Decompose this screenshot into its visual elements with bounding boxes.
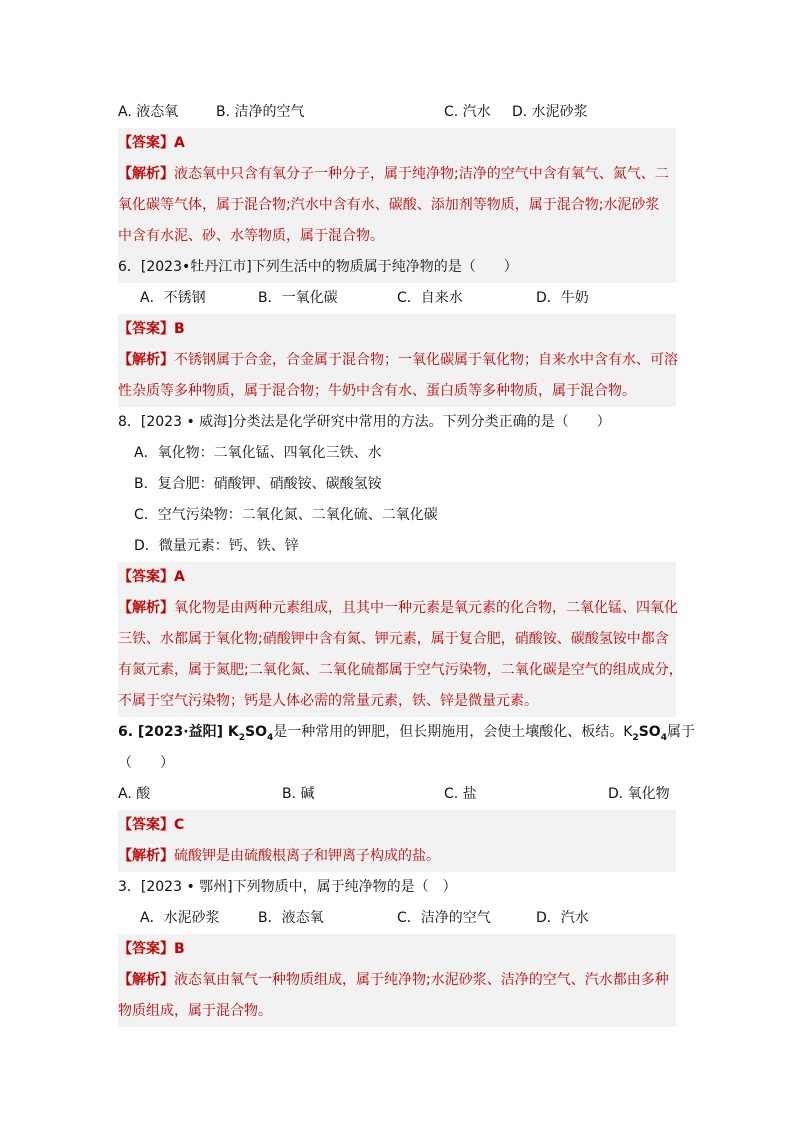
q-a-option-d: D. 水泥砂浆 [512,104,588,120]
answer-value: B [174,941,185,957]
answer-value: A [174,569,185,585]
explanation-line: 液态氧中只含有氧分子一种分子，属于纯净物;洁净的空气中含有氧气、氮气、二 [174,166,669,182]
explanation-tag: 【解析】 [118,166,174,182]
q-c-option-b-row [118,469,676,500]
q-c-option-c-row [118,500,676,531]
q-b-option-b: B．一氧化碳 [258,290,338,306]
q-b-option-a: A．不锈钢 [140,290,206,306]
q-e-option-d: D．汽水 [536,910,589,926]
explanation-line: 不锈钢属于合金，合金属于混合物；一氧化碳属于氧化物；自来水中含有水、可溶 [174,352,678,368]
q-e-option-b: B．液态氧 [258,910,324,926]
q-c-option-a: A．氧化物：二氧化锰、四氧化三铁、水 [134,445,382,461]
explanation-line: 中含有水泥、砂、水等物质，属于混合物。 [118,228,384,244]
subscript: 4 [660,732,667,743]
explanation-line: 有氮元素，属于氮肥;二氧化氮、二氧化硫都属于空气污染物，二氧化碳是空气的组成成分， [118,662,683,678]
explanation-line: 性杂质等多种物质，属于混合物；牛奶中含有水、蛋白质等多种物质，属于混合物。 [118,383,636,399]
q-c-option-d-row [118,531,676,562]
q-b-answer [118,314,676,345]
q-a-explanation [118,159,676,252]
q-e-explanation [118,965,676,1027]
explanation-tag: 【解析】 [118,972,174,988]
answer-tag: 【答案】 [118,135,174,151]
answer-value: C [174,817,185,833]
answer-tag: 【答案】 [118,321,174,337]
q-a-option-b: B. 洁净的空气 [216,104,305,120]
q-b-options [118,283,676,314]
question-stem: 6. [2023·益阳] K [118,724,239,740]
q-e-answer [118,934,676,965]
explanation-tag: 【解析】 [118,848,174,864]
question-stem: 3．[2023 • 鄂州]下列物质中，属于纯净物的是（ ） [118,879,457,895]
document-page [118,97,695,1027]
explanation-line: 液态氧由氧气一种物质组成，属于纯净物;水泥砂浆、洁净的空气、汽水都由多种 [174,972,669,988]
q-d-option-b: B. 碱 [282,786,315,802]
q-c-option-a-row [118,438,676,469]
q-c-option-d: D．微量元素：钙、铁、锌 [134,538,299,554]
q-d-stem-line2 [118,748,676,779]
question-stem: SO [638,724,661,740]
subscript: 2 [632,732,639,743]
answer-value: A [174,135,185,151]
explanation-line: 氧化物是由两种元素组成，且其中一种元素是氧元素的化合物，二氧化锰、四氧化 [174,600,678,616]
question-stem: 属于 [666,724,695,740]
q-e-option-a: A．水泥砂浆 [140,910,220,926]
q-b-stem [118,252,676,283]
question-stem: （ ） [118,755,174,771]
q-b-explanation [118,345,676,407]
explanation-tag: 【解析】 [118,352,174,368]
q-d-stem [118,717,695,748]
q-d-option-a: A. 酸 [118,786,151,802]
question-stem: 是一种常用的钾肥，但长期施用，会使土壤酸化、板结。K [273,724,633,740]
explanation-line: 氧化碳等气体，属于混合物;汽水中含有水、碳酸、添加剂等物质，属于混合物;水泥砂浆 [118,197,660,213]
answer-tag: 【答案】 [118,817,174,833]
subscript: 2 [238,732,246,743]
q-a-option-c: C. 汽水 [444,104,491,120]
q-c-explanation [118,593,683,717]
answer-value: B [174,321,185,337]
q-a-option-a: A. 液态氧 [118,104,179,120]
explanation-line: 物质组成，属于混合物。 [118,1003,272,1019]
explanation-tag: 【解析】 [118,600,174,616]
q-e-stem [118,872,676,903]
q-a-answer [118,128,676,159]
question-stem: 6．[2023•牡丹江市]下列生活中的物质属于纯净物的是（ ） [118,259,518,275]
q-c-option-b: B．复合肥：硝酸钾、硝酸铵、碳酸氢铵 [134,476,382,492]
q-e-option-c: C．洁净的空气 [397,910,491,926]
subscript: 4 [267,732,274,743]
q-b-option-d: D．牛奶 [536,290,589,306]
q-d-explanation [118,841,676,872]
question-stem: SO [245,724,267,740]
answer-tag: 【答案】 [118,569,174,585]
q-d-option-d: D. 氧化物 [608,786,670,802]
explanation-line: 硫酸钾是由硫酸根离子和钾离子构成的盐。 [174,848,440,864]
question-stem: 8．[2023 • 威海]分类法是化学研究中常用的方法。下列分类正确的是（ ） [118,414,611,430]
answer-tag: 【答案】 [118,941,174,957]
q-c-stem [118,407,676,438]
q-a-options [118,97,676,128]
q-e-options [118,903,676,934]
explanation-line: 不属于空气污染物；钙是人体必需的常量元素，铁、锌是微量元素。 [118,693,538,709]
q-c-option-c: C．空气污染物：二氧化氮、二氧化硫、二氧化碳 [134,507,438,523]
q-c-answer [118,562,676,593]
q-d-answer [118,810,676,841]
q-d-options [118,779,676,810]
q-b-option-c: C．自来水 [397,290,463,306]
explanation-line: 三铁、水都属于氧化物;硝酸钾中含有氮、钾元素，属于复合肥，硝酸铵、碳酸氢铵中都含 [118,631,669,647]
q-d-option-c: C. 盐 [444,786,477,802]
